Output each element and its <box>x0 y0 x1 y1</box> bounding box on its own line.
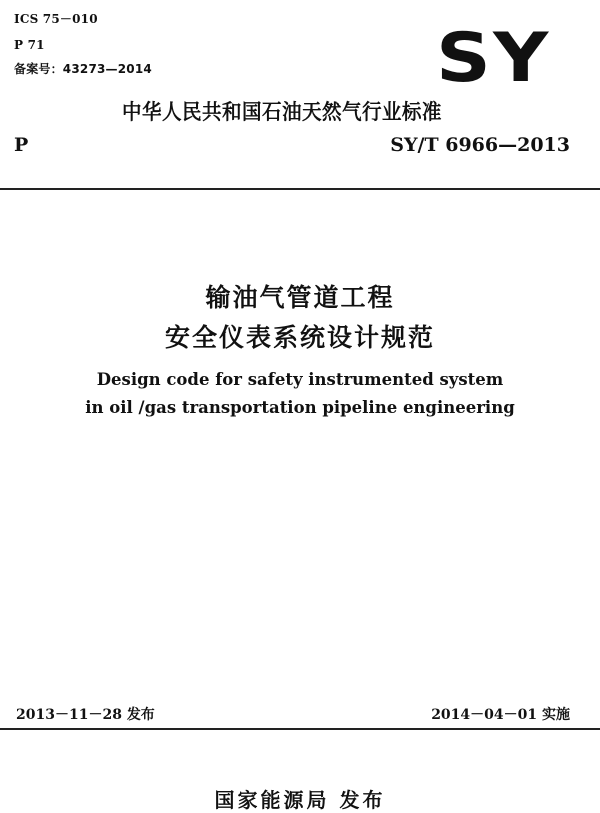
publisher: 国家能源局 发布 <box>214 788 386 812</box>
standard-category: 中华人民共和国石油天然气行业标准 <box>122 100 442 124</box>
title-en-line2: in oil /gas transportation pipeline engineering <box>85 398 515 417</box>
classification-code: P 71 <box>14 38 45 52</box>
sy-logo: SY <box>436 19 551 98</box>
ics-code: ICS 75－010 <box>14 12 98 26</box>
filing-number: 备案号：43273—2014 <box>14 62 152 76</box>
issue-label: 发布 <box>126 707 155 723</box>
issue-date-value: 2013－11－28 <box>16 707 122 723</box>
standard-number: SY/T 6966—2013 <box>390 134 570 156</box>
title-cn-line2: 安全仪表系统设计规范 <box>164 323 435 352</box>
title-cn-line1: 输油气管道工程 <box>205 283 395 312</box>
implementation-date-value: 2014－04－01 <box>431 707 538 723</box>
implementation-date <box>431 704 570 724</box>
title-en-line1: Design code for safety instrumented system <box>96 370 504 389</box>
issue-date <box>16 704 155 724</box>
header-divider <box>0 188 600 190</box>
implementation-label: 实施 <box>542 707 570 723</box>
footer-divider <box>0 728 600 730</box>
class-letter: P <box>14 134 29 156</box>
